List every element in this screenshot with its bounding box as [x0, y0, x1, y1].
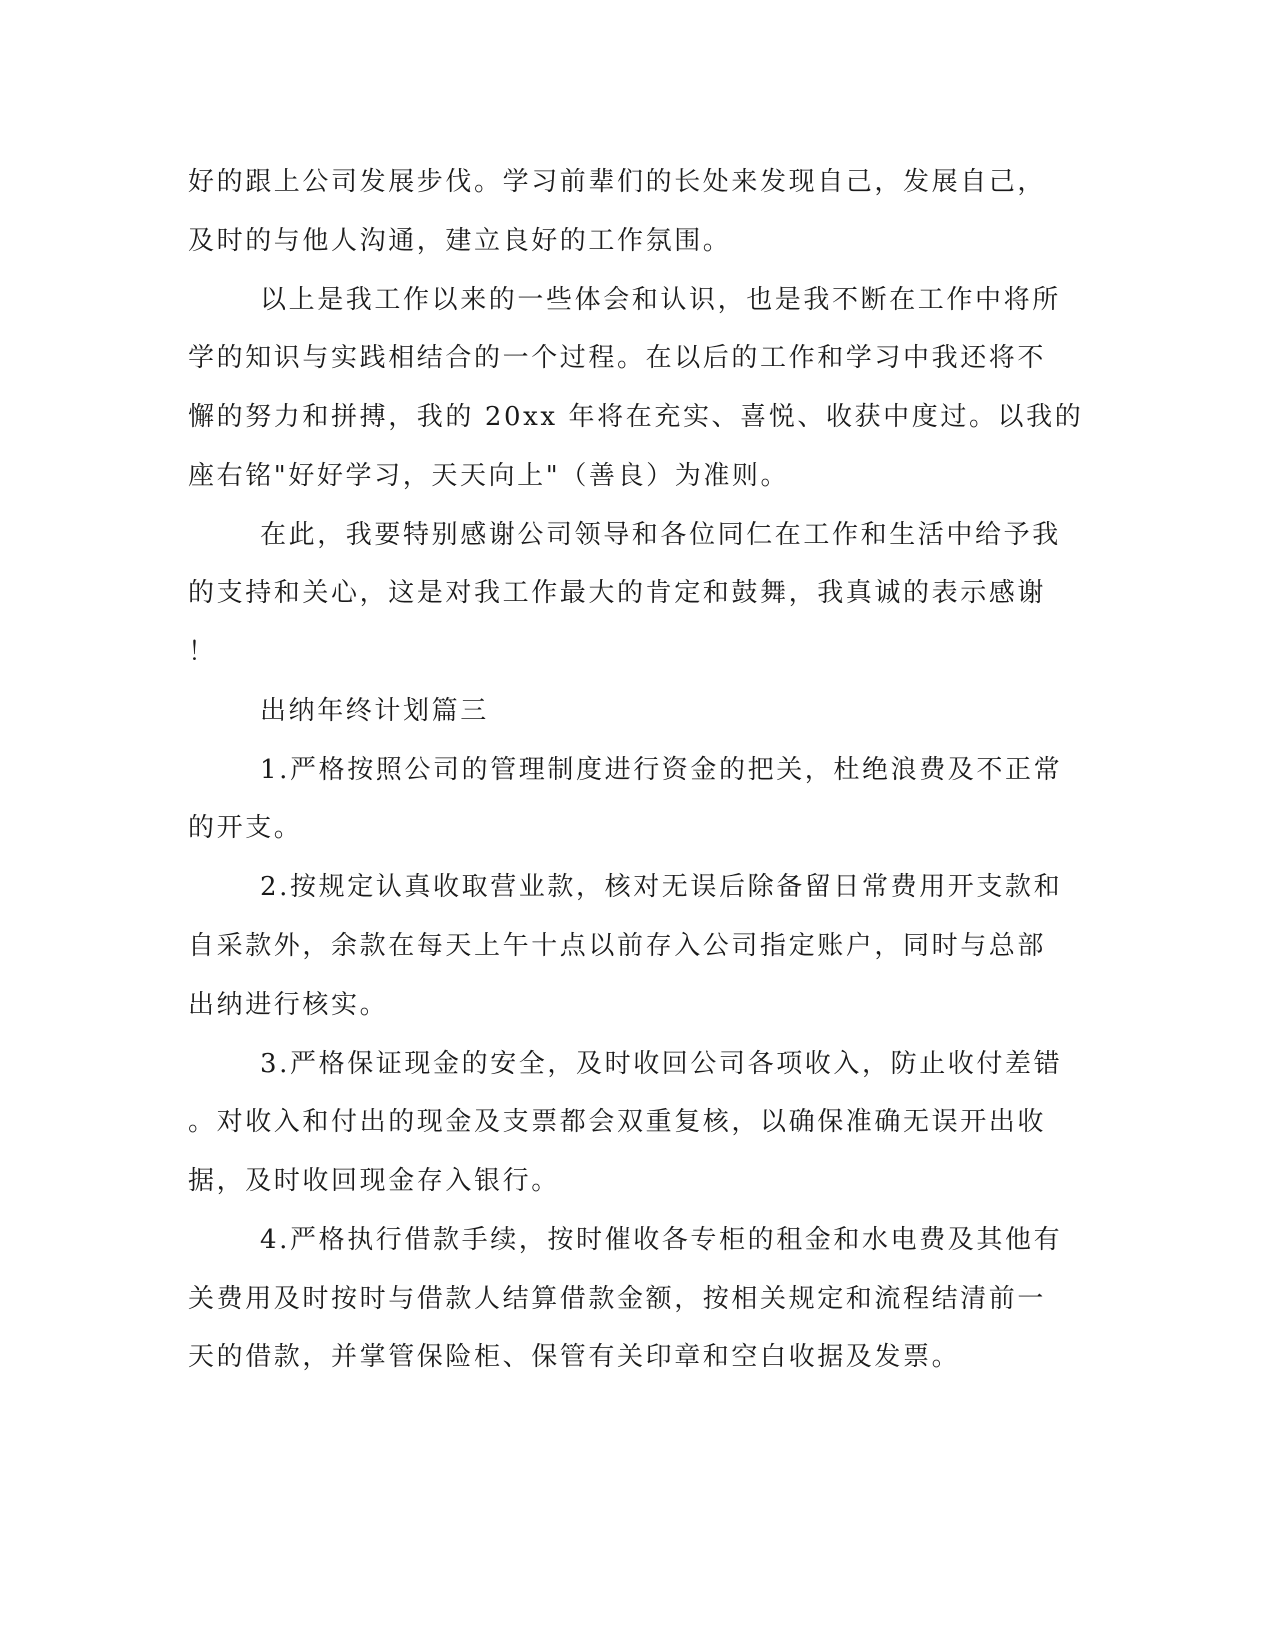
section-heading: 出纳年终计划篇三 [260, 696, 489, 726]
text-line: 关费用及时按时与借款人结算借款金额，按相关规定和流程结清前一 [188, 1284, 1047, 1314]
text-line: 懈的努力和拼搏，我的 20xx 年将在充实、喜悦、收获中度过。以我的 [188, 402, 1084, 432]
list-item-1-line: 1.严格按照公司的管理制度进行资金的把关，杜绝浪费及不正常 [260, 755, 1063, 785]
paragraph-start-line: 以上是我工作以来的一些体会和认识，也是我不断在工作中将所 [260, 285, 1061, 315]
text-line: 据，及时收回现金存入银行。 [188, 1166, 560, 1196]
text-line: 自采款外，余款在每天上午十点以前存入公司指定账户，同时与总部 [188, 931, 1047, 961]
text-line: 出纳进行核实。 [188, 990, 389, 1020]
text-line: 座右铭"好好学习，天天向上"（善良）为准则。 [188, 461, 790, 491]
paragraph-start-line: 在此，我要特别感谢公司领导和各位同仁在工作和生活中给予我 [260, 520, 1061, 550]
text-line: 的支持和关心，这是对我工作最大的肯定和鼓舞，我真诚的表示感谢 [188, 578, 1047, 608]
text-line: 天的借款，并掌管保险柜、保管有关印章和空白收据及发票。 [188, 1342, 961, 1372]
list-item-2-line: 2.按规定认真收取营业款，核对无误后除备留日常费用开支款和 [260, 872, 1063, 902]
text-line: ！ [188, 637, 217, 667]
list-item-3-line: 3.严格保证现金的安全，及时收回公司各项收入，防止收付差错 [260, 1049, 1063, 1079]
text-line: 好的跟上公司发展步伐。学习前辈们的长处来发现自己，发展自己， [188, 167, 1047, 197]
text-line: 及时的与他人沟通，建立良好的工作氛围。 [188, 226, 732, 256]
text-line: 的开支。 [188, 813, 303, 843]
list-item-4-line: 4.严格执行借款手续，按时催收各专柜的租金和水电费及其他有 [260, 1225, 1063, 1255]
text-line: 。对收入和付出的现金及支票都会双重复核，以确保准确无误开出收 [188, 1107, 1047, 1137]
text-line: 学的知识与实践相结合的一个过程。在以后的工作和学习中我还将不 [188, 343, 1047, 373]
